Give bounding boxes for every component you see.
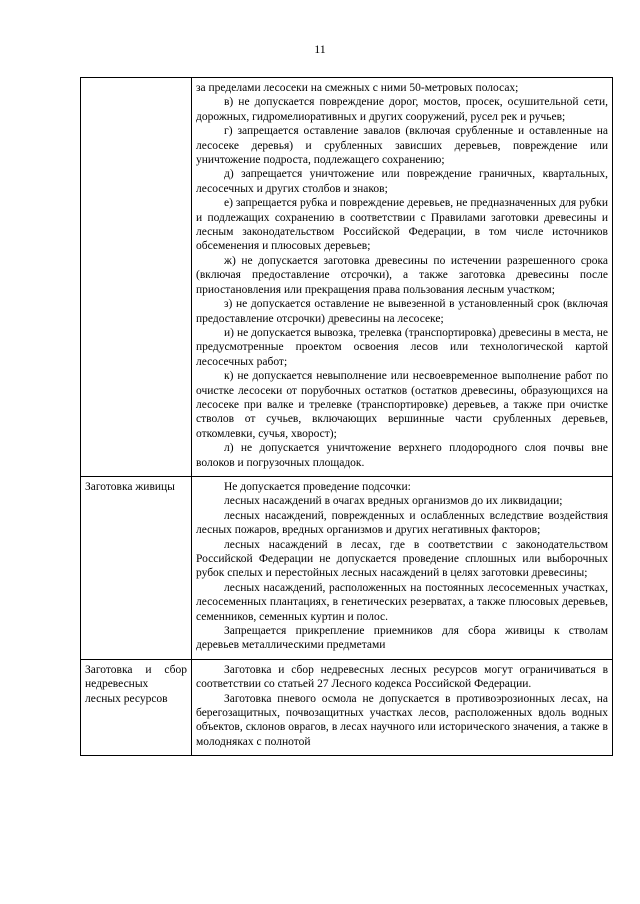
paragraph: л) не допускается уничтожение верхнего плодородного слоя почвы вне волоков и погрузочных площадок. [196,442,608,469]
paragraph: Запрещается прикрепление приемников для сбора живицы к стволам деревьев металлическими предметами [196,625,608,652]
table-row [81,476,613,659]
table-row [81,78,613,477]
requirements-table [80,77,613,756]
table-row [81,659,613,755]
paragraph: к) не допускается невыполнение или несвоевременное выполнение работ по очистке лесосеки от порубочных остатков (остатков древесины, образующихся на лесосеке при валке и трелевке (транспортировке) деревьев, а также при очистке стволов от сучьев, включающих вершинные части срубленных деревьев, откомлевки, сучья, хворост); [196,370,608,440]
row-label-cell [81,659,192,755]
paragraph: е) запрещается рубка и повреждение деревьев, не предназначенных для рубки и подлежащих сохранению в соответствии с Правилами заготовки древесины и лесным законодательством Российской Федерации, в том числе источников обсеменения и плюсовых деревьев; [196,197,608,253]
paragraph: и) не допускается вывозка, трелевка (транспортировка) древесины в места, не предусмотренные проектом освоения лесов или технологической картой лесосечных работ; [196,326,608,368]
row-text-cell [192,476,613,659]
paragraph: в) не допускается повреждение дорог, мостов, просек, осушительной сети, дорожных, гидромелиоративных и других сооружений, русел рек и ручьев; [196,96,608,123]
row-text-cell [192,659,613,755]
paragraph: Заготовка и сбор недревесных лесных ресурсов могут ограничиваться в соответствии со статьей 27 Лесного кодекса Российской Федерации. [196,663,608,691]
paragraph: за пределами лесосеки на смежных с ними 50-метровых полосах; [196,82,519,94]
paragraph: лесных насаждений, расположенных на постоянных лесосеменных участках, лесосеменных плантациях, в генетических резерватах, а также плюсовых деревьев, семенников, семенных куртин и полос. [196,581,608,623]
row-text-cell [192,78,613,477]
paragraph: ж) не допускается заготовка древесины по истечении разрешенного срока (включая предоставление отсрочки), а также заготовка древесины после приостановления или прекращения права пользования лесным участком; [196,254,608,296]
paragraph: лесных насаждений в лесах, где в соответствии с законодательством Российской Федерации не допускается проведение сплошных или выборочных рубок спелых и перестойных лесных насаждений в целях заготовки древесины; [196,538,608,580]
paragraph: лесных насаждений, поврежденных и ослабленных вследствие воздействия лесных пожаров, вредных организмов и других негативных факторов; [196,509,608,537]
row-label: Заготовка живицы [85,480,175,493]
paragraph: з) не допускается оставление не вывезенной в установленный срок (включая предоставление отсрочки) древесины на лесосеке; [196,298,608,325]
paragraph: лесных насаждений в очагах вредных организмов до их ликвидации; [224,495,563,508]
paragraph: д) запрещается уничтожение или повреждение граничных, квартальных, лесосечных и других столбов и знаков; [196,168,608,195]
page-number: 11 [314,42,326,56]
paragraph: Заготовка пневого осмола не допускается в противоэрозионных лесах, на берегозащитных, почвозащитных участках лесов, расположенных вдоль водных объектов, склонов оврагов, в лесах научного или исторического значения, а также в молодняках с полнотой [196,692,608,748]
paragraph: г) запрещается оставление завалов (включая срубленные и оставленные на лесосеке деревья) и срубленных зависших деревьев, повреждение или уничтожение подроста, подлежащего сохранению; [196,125,608,167]
row-label: Заготовка и сбор недревесных лесных ресурсов [85,663,187,705]
paragraph: Не допускается проведение подсочки: [224,480,411,493]
row-label-cell [81,476,192,659]
row-label-cell [81,78,192,477]
